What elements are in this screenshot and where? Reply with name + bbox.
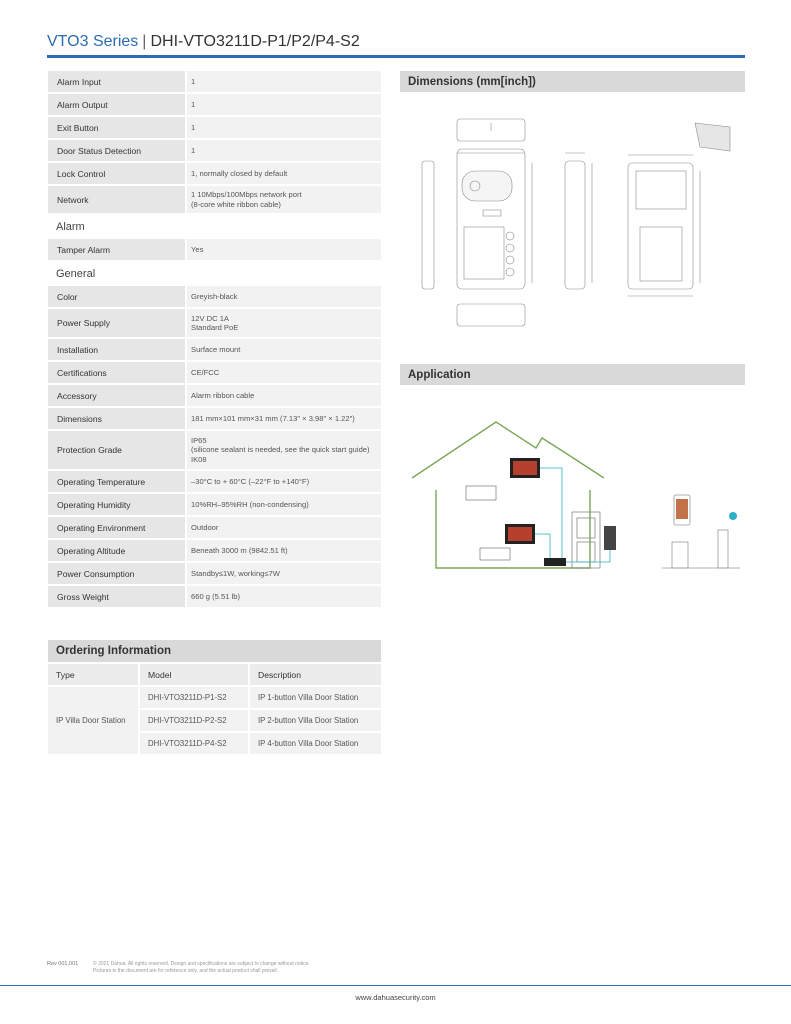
- smartphone-screen: [676, 499, 688, 519]
- call-button-3-icon: [506, 256, 514, 264]
- spec-label: Operating Altitude: [48, 540, 185, 561]
- dimensions-drawing: [400, 93, 745, 343]
- spec-label: Accessory: [48, 385, 185, 406]
- model-cell: DHI-VTO3211D-P2-S2: [140, 710, 248, 731]
- spec-label: Certifications: [48, 362, 185, 383]
- spec-value: 12V DC 1A Standard PoE: [187, 309, 381, 337]
- spec-value: 1: [187, 71, 381, 92]
- door-panel-lower: [577, 542, 595, 562]
- spec-row-alarm-output: [48, 94, 381, 115]
- spec-row-door-status: [48, 140, 381, 161]
- spec-value: Outdoor: [187, 517, 381, 538]
- revision-number: Rev 001.001: [47, 961, 79, 967]
- copyright-notice: [93, 961, 393, 975]
- spec-row-dimensions: [48, 408, 381, 429]
- spec-label: Power Supply: [48, 309, 185, 337]
- footer-rule: [0, 985, 791, 986]
- spec-row-network: [48, 186, 381, 213]
- spec-value: Yes: [187, 239, 381, 260]
- section-heading-alarm: Alarm: [56, 220, 85, 233]
- spec-value: 1 10Mbps/100Mbps network port (8-core white ribbon cable): [187, 186, 381, 213]
- application-diagram: [400, 390, 745, 610]
- spec-label: Installation: [48, 339, 185, 360]
- spec-row-operating-humidity: [48, 494, 381, 515]
- spec-label: Operating Temperature: [48, 471, 185, 492]
- spec-value: Alarm ribbon cable: [187, 385, 381, 406]
- call-button-1-icon: [506, 232, 514, 240]
- page-header: [47, 33, 360, 51]
- header-separator: |: [142, 33, 147, 50]
- spec-row-operating-environment: [48, 517, 381, 538]
- spec-row-color: [48, 286, 381, 307]
- spec-value: Beneath 3000 m (9842.51 ft): [187, 540, 381, 561]
- copyright-line-1: © 2021 Dahua. All rights reserved. Design and specifications are subject to change without notice.: [93, 961, 310, 967]
- spec-value: 1: [187, 140, 381, 161]
- spec-row-installation: [48, 339, 381, 360]
- network-cable-lower: [535, 534, 550, 558]
- spec-label: Alarm Input: [48, 71, 185, 92]
- building-icon: [672, 542, 688, 568]
- network-cable-upper: [540, 468, 562, 558]
- door-station-icon: [604, 526, 616, 550]
- column-header-description: Description: [250, 664, 381, 685]
- spec-row-exit-button: [48, 117, 381, 138]
- ordering-info: [48, 640, 381, 754]
- bottom-view-outline: [457, 304, 525, 326]
- back-bracket-bottom: [640, 227, 682, 281]
- spec-row-alarm-input: [48, 71, 381, 92]
- poe-switch-icon: [544, 558, 566, 566]
- spec-row-power-consumption: [48, 563, 381, 584]
- spec-value: CE/FCC: [187, 362, 381, 383]
- spec-value: 1: [187, 117, 381, 138]
- front-door-icon: [572, 512, 600, 568]
- column-header-type: Type: [48, 664, 138, 685]
- column-header-model: Model: [140, 664, 248, 685]
- spec-row-power-supply: [48, 309, 381, 337]
- spec-value: 10%RH–95%RH (non-condensing): [187, 494, 381, 515]
- call-button-2-icon: [506, 244, 514, 252]
- spec-label: Alarm Output: [48, 94, 185, 115]
- front-view-outline: [457, 149, 525, 289]
- indoor-monitor-upper-screen: [513, 461, 537, 475]
- spec-row-protection-grade: [48, 431, 381, 469]
- ordering-title: Ordering Information: [48, 640, 381, 662]
- description-cell: IP 2-button Villa Door Station: [250, 710, 381, 731]
- dimensions-title-bar: Dimensions (mm[inch]): [400, 71, 745, 92]
- back-view-outline: [628, 163, 693, 289]
- spec-label: Operating Humidity: [48, 494, 185, 515]
- left-side-view: [422, 161, 434, 289]
- spec-label: Exit Button: [48, 117, 185, 138]
- spec-row-gross-weight: [48, 586, 381, 607]
- model-name: DHI-VTO3211D-P1/P2/P4-S2: [150, 33, 360, 50]
- network-cable-door-station: [566, 550, 610, 562]
- mounting-bracket-3d: [695, 123, 730, 151]
- nameplate-area: [464, 227, 504, 279]
- spec-label: Dimensions: [48, 408, 185, 429]
- spec-row-lock-control: [48, 163, 381, 184]
- speaker-grille: [483, 210, 501, 216]
- description-cell: IP 1-button Villa Door Station: [250, 687, 381, 708]
- website-link[interactable]: www.dahuasecurity.com: [355, 993, 436, 1002]
- spec-label: Door Status Detection: [48, 140, 185, 161]
- camera-window: [462, 171, 512, 201]
- spec-value: 1: [187, 94, 381, 115]
- product-type: IP Villa Door Station: [48, 687, 138, 754]
- spec-label: Power Consumption: [48, 563, 185, 584]
- spec-value: 660 g (5.51 lb): [187, 586, 381, 607]
- spec-label: Network: [48, 186, 185, 213]
- description-cell: IP 4-button Villa Door Station: [250, 733, 381, 754]
- spec-value: 181 mm×101 mm×31 mm (7.13" × 3.98" × 1.22"): [187, 408, 381, 429]
- spec-row-accessory: [48, 385, 381, 406]
- spec-value: –30°C to + 60°C (–22°F to +140°F): [187, 471, 381, 492]
- spec-label: Gross Weight: [48, 586, 185, 607]
- spec-label: Lock Control: [48, 163, 185, 184]
- house-roof-outline: [412, 422, 604, 478]
- ordering-table: [48, 664, 381, 754]
- series-name: VTO3 Series: [47, 33, 139, 50]
- right-side-view: [565, 161, 585, 289]
- spec-label: Color: [48, 286, 185, 307]
- back-bracket-top: [636, 171, 686, 209]
- section-heading-general: General: [56, 267, 96, 280]
- spec-label: Operating Environment: [48, 517, 185, 538]
- indoor-monitor-lower-screen: [508, 527, 532, 541]
- model-cell: DHI-VTO3211D-P1-S2: [140, 687, 248, 708]
- spec-value: IP65 (silicone sealant is needed, see the quick start guide) IK08: [187, 431, 381, 469]
- spec-table: [48, 71, 381, 609]
- copyright-line-2: Pictures in the document are for reference only, and the actual product shall prevail.: [93, 968, 279, 974]
- cloud-service-icon: [729, 512, 737, 520]
- spec-value: 1, normally closed by default: [187, 163, 381, 184]
- spec-value: Standby≤1W, working≤7W: [187, 563, 381, 584]
- tower-building-icon: [718, 530, 728, 568]
- spec-label: Protection Grade: [48, 431, 185, 469]
- header-rule: [47, 55, 745, 58]
- spec-row-tamper-alarm: [48, 239, 381, 260]
- call-button-4-icon: [506, 268, 514, 276]
- spec-row-certifications: [48, 362, 381, 383]
- spec-row-operating-temperature: [48, 471, 381, 492]
- model-cell: DHI-VTO3211D-P4-S2: [140, 733, 248, 754]
- door-panel-upper: [577, 518, 595, 538]
- application-title-bar: Application: [400, 364, 745, 385]
- spec-value: Surface mount: [187, 339, 381, 360]
- spec-value: Greyish-black: [187, 286, 381, 307]
- spec-label: Tamper Alarm: [48, 239, 185, 260]
- bed-icon: [466, 486, 496, 500]
- sofa-icon: [480, 548, 510, 560]
- spec-row-operating-altitude: [48, 540, 381, 561]
